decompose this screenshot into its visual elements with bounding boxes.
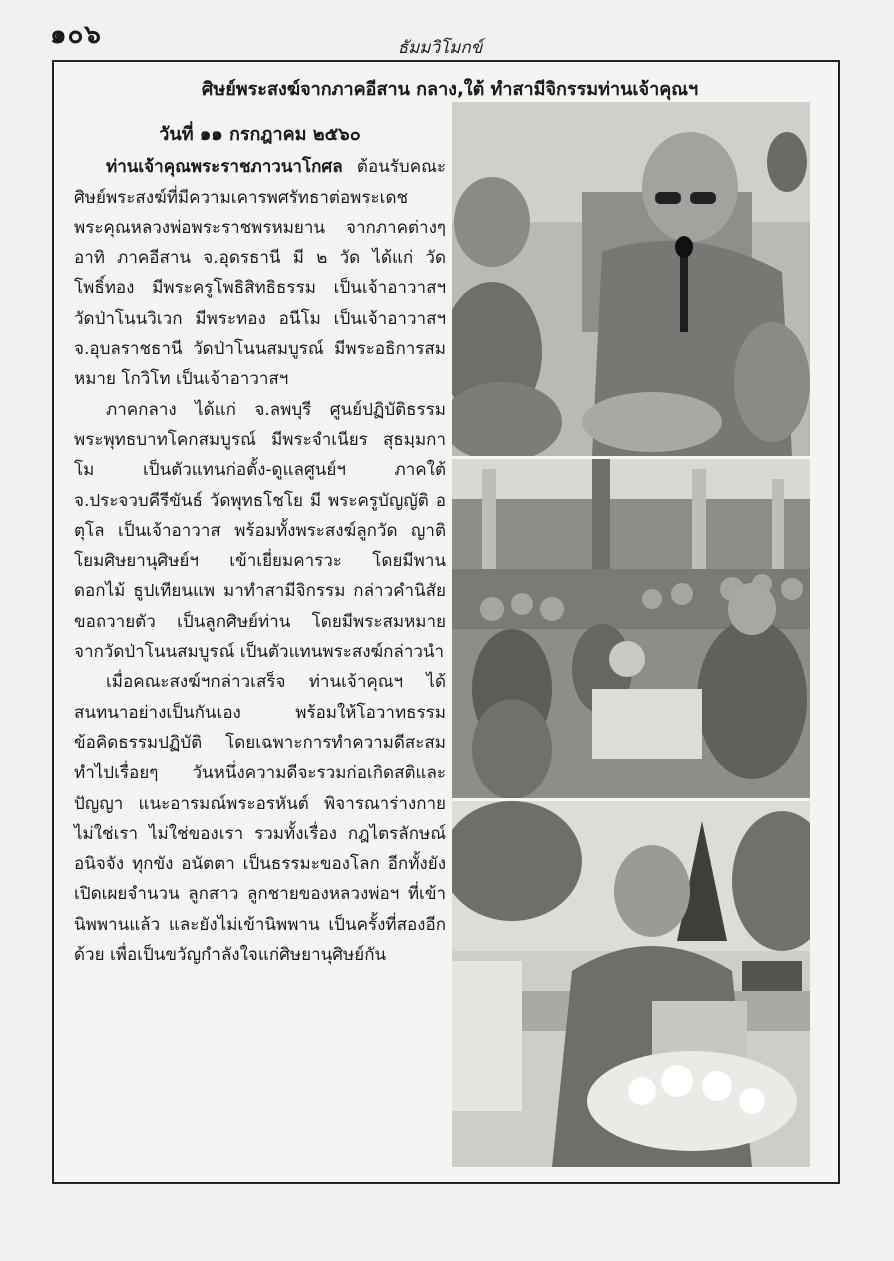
article-paragraph-1 bbox=[74, 152, 446, 394]
running-header: ธัมมวิโมกข์ bbox=[397, 38, 483, 58]
article-paragraph-2: ภาคกลาง ได้แก่ จ.ลพบุรี ศูนย์ปฏิบัติธรรมพระพุทธบาทโคกสมบูรณ์ มีพระจำเนียร สุธมฺมกาโม เป็นตัวแทนก่อตั้ง-ดูแลศูนย์ฯ ภาคใต้ จ.ประจวบคีรีขันธ์ วัดพุทธโชโย มี พระครูบัญญัติ อตุโล เป็นเจ้าอาวาส พร้อมทั้งพระสงฆ์ลูกวัด ญาติโยมศิษยานุศิษย์ฯ เข้าเยี่ยมคารวะ โดยมีพานดอกไม้ ธูปเทียนแพ มาทำสามีจิกรรม กล่าวคำนิสัยขอถวายตัว เป็นลูกศิษย์ท่าน โดยมีพระสมหมาย จากวัดป่าโนนสมบูรณ์ เป็นตัวแทนพระสงฆ์กล่าวนำ bbox=[74, 399, 446, 663]
article-body bbox=[74, 120, 446, 970]
photo-monk-with-microphone bbox=[452, 102, 810, 456]
photo-monk-with-offering bbox=[452, 801, 810, 1167]
lead-name: ท่านเจ้าคุณพระราชภาวนาโกศล bbox=[106, 157, 343, 178]
article-headline: ศิษย์พระสงฆ์จากภาคอีสาน กลาง,ใต้ ทำสามีจิกรรมท่านเจ้าคุณฯ bbox=[201, 79, 699, 100]
paragraph-1-text: ต้อนรับคณะศิษย์พระสงฆ์ที่มีความเคารพศรัทธาต่อพระเดชพระคุณหลวงพ่อพระราชพรหมยาน จากภาคต่างๆ อาทิ ภาคอีสาน จ.อุดรธานี มี ๒ วัด ได้แก่ วัดโพธิ์ทอง มีพระครูโพธิสิทธิธรรม เป็นเจ้าอาวาสฯ วัดป่าโนนวิเวก มีพระทอง อนีโม เป็นเจ้าอาวาสฯ จ.อุบลราชธานี วัดป่าโนนสมบูรณ์ มีพระอธิการสมหมาย โกวิโท เป็นเจ้าอาวาสฯ bbox=[74, 157, 446, 390]
monk-microphone-photo-illustration bbox=[452, 102, 810, 456]
page-number: ๑๐๖ bbox=[50, 20, 102, 50]
monks-hall-photo-illustration bbox=[452, 459, 810, 798]
article-paragraph-3: เมื่อคณะสงฆ์ฯกล่าวเสร็จ ท่านเจ้าคุณฯ ได้สนทนาอย่างเป็นกันเอง พร้อมให้โอวาทธรรม ข้อคิดธรรมปฏิบัติ โดยเฉพาะการทำความดีสะสม ทำไปเรื่อยๆ วันหนึ่งความดีจะรวมก่อเกิดสติและปัญญา แนะอารมณ์พระอรหันต์ พิจารณาร่างกายไม่ใช่เรา ไม่ใช่ของเรา รวมทั้งเรื่อง กฎไตรลักษณ์ อนิจจัง ทุกขัง อนัตตา เป็นธรรมะของโลก อีกทั้งยังเปิดเผยจำนวน ลูกสาว ลูกชายของหลวงพ่อฯ ที่เข้านิพพานแล้ว และยังไม่เข้านิพพาน เป็นครั้งที่สองอีกด้วย เพื่อเป็นขวัญกำลังใจแก่ศิษยานุศิษย์กัน bbox=[74, 672, 446, 966]
monk-offering-photo-illustration bbox=[452, 801, 810, 1167]
photo-monks-in-hall bbox=[452, 459, 810, 798]
article-date: วันที่ ๑๑ กรกฎาคม ๒๕๖๐ bbox=[159, 124, 361, 145]
